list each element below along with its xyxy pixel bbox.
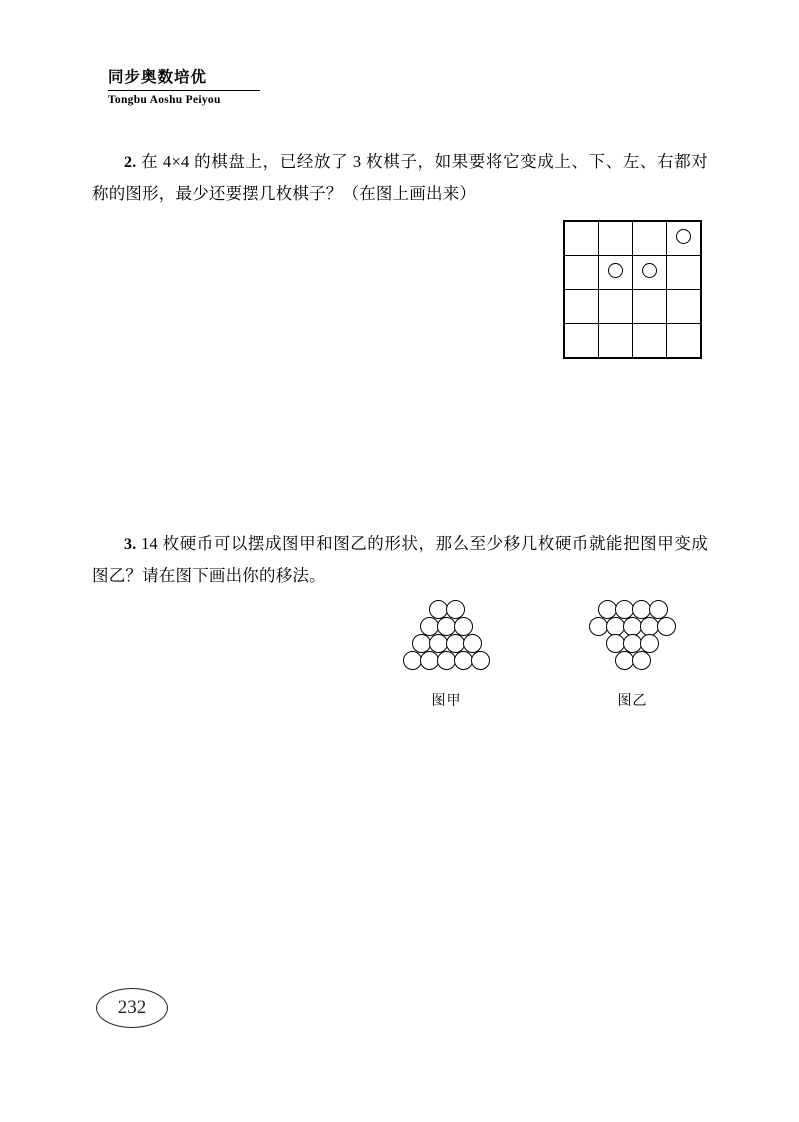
problem-3 bbox=[92, 528, 708, 591]
cell-3-1[interactable] bbox=[599, 324, 633, 359]
chess-piece bbox=[608, 263, 623, 278]
book-title-cn: 同步奥数培优 bbox=[108, 69, 208, 86]
cell-1-0[interactable] bbox=[564, 256, 599, 290]
cell-0-3[interactable] bbox=[667, 221, 702, 256]
problem-2 bbox=[92, 146, 708, 209]
coin bbox=[632, 651, 651, 670]
table-row bbox=[564, 256, 701, 290]
cell-2-0[interactable] bbox=[564, 290, 599, 324]
coin-row bbox=[404, 651, 489, 668]
coin-row bbox=[404, 617, 489, 634]
page-header bbox=[108, 68, 408, 106]
cell-2-3[interactable] bbox=[667, 290, 702, 324]
chessboard-grid[interactable] bbox=[563, 220, 702, 359]
chessboard-figure bbox=[563, 220, 702, 359]
figure-jia bbox=[404, 600, 489, 710]
problem-2-number: 2. bbox=[124, 154, 137, 171]
coin bbox=[471, 651, 490, 670]
problem-3-text: 14 枚硬币可以摆成图甲和图乙的形状，那么至少移几枚硬币就能把图甲变成图乙？请在图下画出你的移法。 bbox=[92, 534, 709, 585]
coin bbox=[615, 651, 634, 670]
cell-0-0[interactable] bbox=[564, 221, 599, 256]
cell-3-3[interactable] bbox=[667, 324, 702, 359]
cell-1-3[interactable] bbox=[667, 256, 702, 290]
chess-piece bbox=[676, 229, 691, 244]
figure-yi bbox=[590, 600, 675, 710]
coin-row bbox=[590, 617, 675, 634]
cell-2-2[interactable] bbox=[633, 290, 667, 324]
page-number: 232 bbox=[96, 988, 168, 1028]
figure-yi-caption: 图乙 bbox=[617, 694, 648, 709]
header-divider bbox=[108, 90, 260, 91]
cell-0-2[interactable] bbox=[633, 221, 667, 256]
book-title-pinyin: Tongbu Aoshu Peiyou bbox=[108, 94, 221, 106]
cell-0-1[interactable] bbox=[599, 221, 633, 256]
cell-1-1[interactable] bbox=[599, 256, 633, 290]
cell-3-0[interactable] bbox=[564, 324, 599, 359]
problem-2-text: 在 4×4 的棋盘上，已经放了 3 枚棋子，如果要将它变成上、下、左、右都对称的图形，最少还要摆几枚棋子？（在图上画出来） bbox=[92, 152, 709, 203]
coin-row bbox=[404, 600, 489, 617]
problem-3-number: 3. bbox=[124, 536, 137, 553]
table-row bbox=[564, 324, 701, 359]
coin bbox=[657, 617, 676, 636]
table-row bbox=[564, 221, 701, 256]
cell-3-2[interactable] bbox=[633, 324, 667, 359]
chess-piece bbox=[642, 263, 657, 278]
table-row bbox=[564, 290, 701, 324]
figure-jia-caption: 图甲 bbox=[431, 694, 462, 709]
cell-1-2[interactable] bbox=[633, 256, 667, 290]
coin-row bbox=[404, 634, 489, 651]
cell-2-1[interactable] bbox=[599, 290, 633, 324]
coin-row bbox=[590, 600, 675, 617]
coin-row bbox=[590, 651, 675, 668]
coin-row bbox=[590, 634, 675, 651]
